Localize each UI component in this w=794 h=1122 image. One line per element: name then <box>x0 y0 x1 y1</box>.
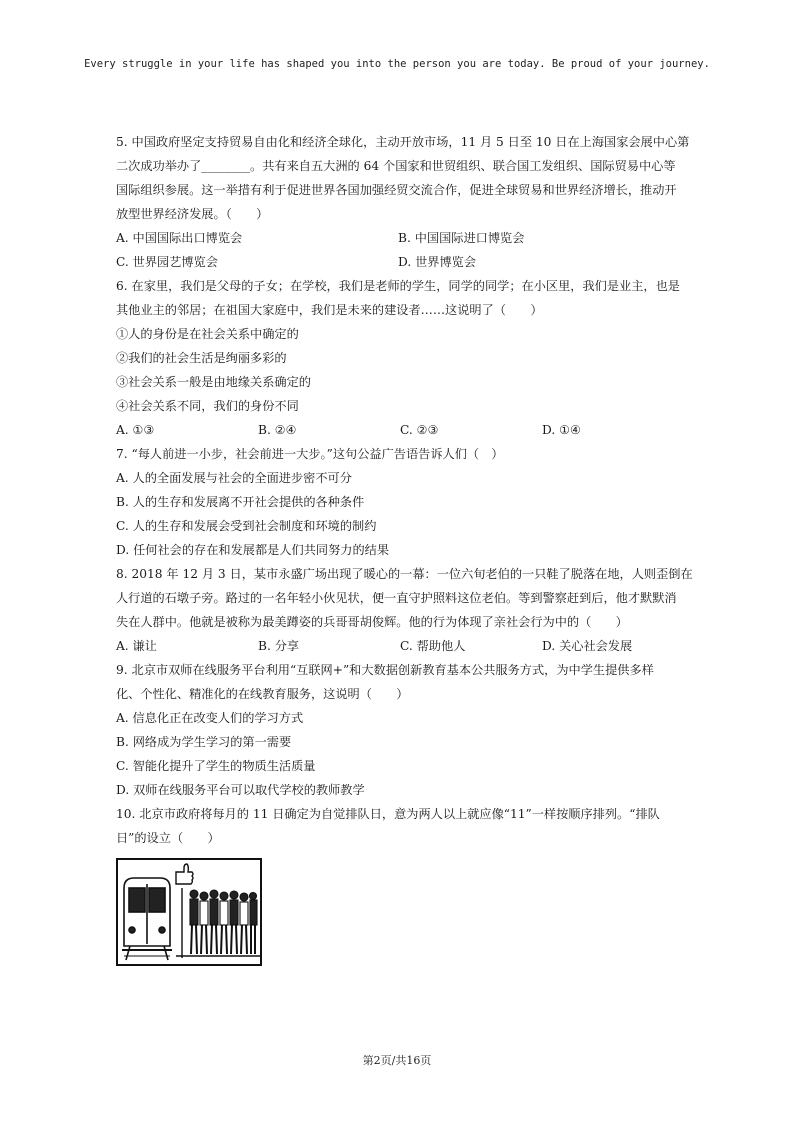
question-text-line: 日”的设立（ ） <box>116 831 220 845</box>
question-8 <box>116 562 693 658</box>
option-row <box>116 250 686 274</box>
question-6 <box>116 274 686 442</box>
header-quote: Every struggle in your life has shaped you into the person you are today. Be proud of your journey. <box>84 58 710 70</box>
option-c[interactable]: C. ②③ <box>400 423 439 437</box>
page-number: 第2页/共16页 <box>362 1054 432 1067</box>
question-9 <box>116 658 686 802</box>
option-d[interactable]: D. 双师在线服务平台可以取代学校的教师教学 <box>116 783 365 797</box>
question-text-line: 9. 北京市双师在线服务平台利用“互联网+”和大数据创新教育基本公共服务方式，为中学生提供多样 <box>116 663 654 677</box>
question-text-line: 国际组织参展。这一举措有利于促进世界各国加强经贸交流合作，促进全球贸易和世界经济增长，推动开 <box>116 183 677 197</box>
question-text-line: 二次成功举办了________。共有来自五大洲的 64 个国家和世贸组织、联合国工发组织、国际贸易中心等 <box>116 159 676 173</box>
question-list <box>116 130 693 850</box>
question-text-line: 放型世界经济发展。（ ） <box>116 207 269 221</box>
statement-4: ④社会关系不同，我们的身份不同 <box>116 399 299 413</box>
option-d[interactable]: D. 任何社会的存在和发展都是人们共同努力的结果 <box>116 543 390 557</box>
option-b[interactable]: B. ②④ <box>258 423 297 437</box>
question-text-line: 失在人群中。他就是被称为最美蹲姿的兵哥哥胡俊辉。他的行为体现了亲社会行为中的（ ） <box>116 615 628 629</box>
statement-3: ③社会关系一般是由地缘关系确定的 <box>116 375 311 389</box>
option-b[interactable]: B. 中国国际进口博览会 <box>398 231 525 245</box>
question-10 <box>116 802 686 850</box>
question-5 <box>116 130 690 274</box>
option-b[interactable]: B. 分享 <box>258 639 300 653</box>
option-a[interactable]: A. ①③ <box>116 423 155 437</box>
option-b[interactable]: B. 人的生存和发展离不开社会提供的各种条件 <box>116 495 365 509</box>
option-c[interactable]: C. 世界园艺博览会 <box>116 255 218 269</box>
statement-2: ②我们的社会生活是绚丽多彩的 <box>116 351 287 365</box>
question-text-line: 5. 中国政府坚定支持贸易自由化和经济全球化，主动开放市场，11 月 5 日至 10 日在上海国家会展中心第 <box>116 135 690 149</box>
question-text-line: 人行道的石墩子旁。路过的一名年轻小伙见状，便一直守护照料这位老伯。等到警察赶到后，他才默默消 <box>116 591 677 605</box>
option-c[interactable]: C. 人的生存和发展会受到社会制度和环境的制约 <box>116 519 377 533</box>
option-b[interactable]: B. 网络成为学生学习的第一需要 <box>116 735 292 749</box>
question-text-line: 7. “每人前进一小步，社会前进一大步。”这句公益广告语告诉人们（ ） <box>116 447 504 461</box>
option-a[interactable]: A. 谦让 <box>116 639 157 653</box>
option-c[interactable]: C. 帮助他人 <box>400 639 466 653</box>
option-row <box>116 418 686 442</box>
question-text-line: 6. 在家里，我们是父母的子女；在学校，我们是老师的学生，同学的同学；在小区里，我们是业主，也是 <box>116 279 680 293</box>
queue-cartoon-image <box>116 858 262 966</box>
question-7 <box>116 442 686 562</box>
option-c[interactable]: C. 智能化提升了学生的物质生活质量 <box>116 759 316 773</box>
question-text-line: 化、个性化、精准化的在线教育服务，这说明（ ） <box>116 687 409 701</box>
option-a[interactable]: A. 中国国际出口博览会 <box>116 231 243 245</box>
option-row <box>116 226 686 250</box>
option-a[interactable]: A. 人的全面发展与社会的全面进步密不可分 <box>116 471 352 485</box>
question-text-line: 10. 北京市政府将每月的 11 日确定为自觉排队日，意为两人以上就应像“11”一样按顺序排列。“排队 <box>116 807 660 821</box>
statement-1: ①人的身份是在社会关系中确定的 <box>116 327 299 341</box>
queue-cartoon-svg <box>116 858 262 966</box>
option-row <box>116 634 686 658</box>
option-d[interactable]: D. 关心社会发展 <box>542 639 633 653</box>
question-text-line: 其他业主的邻居；在祖国大家庭中，我们是未来的建设者……这说明了（ ） <box>116 303 543 317</box>
option-d[interactable]: D. ①④ <box>542 423 581 437</box>
question-text-line: 8. 2018 年 12 月 3 日，某市永盛广场出现了暖心的一幕：一位六旬老伯的一只鞋了脱落在地，人则歪倒在 <box>116 567 693 581</box>
option-d[interactable]: D. 世界博览会 <box>398 255 477 269</box>
option-a[interactable]: A. 信息化正在改变人们的学习方式 <box>116 711 304 725</box>
